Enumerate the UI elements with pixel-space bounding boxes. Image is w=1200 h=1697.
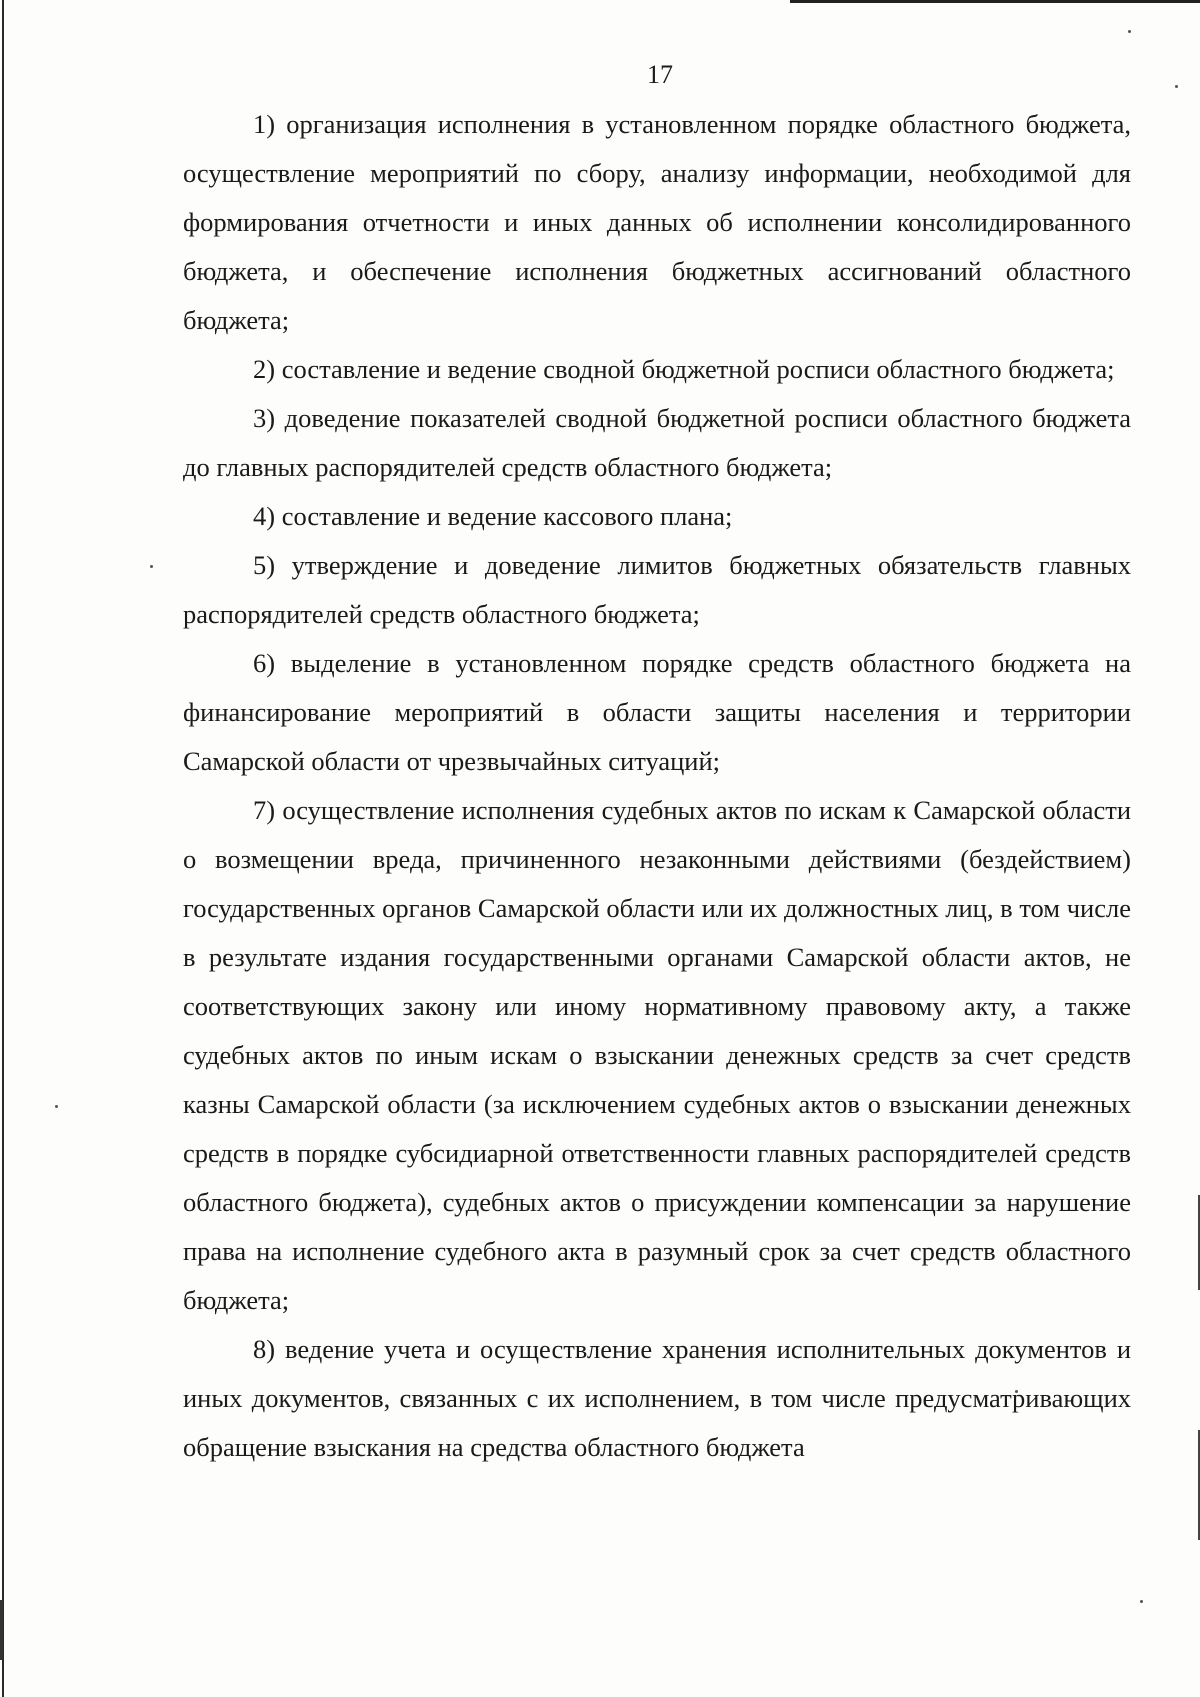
scan-border-left bbox=[2, 0, 4, 1697]
paragraph-4 bbox=[183, 492, 1131, 541]
paragraph-number: 3) bbox=[253, 403, 276, 433]
scan-speck bbox=[150, 565, 153, 568]
scan-mark bbox=[0, 1600, 3, 1660]
paragraph-7 bbox=[183, 786, 1131, 1325]
paragraph-number: 8) bbox=[253, 1334, 276, 1364]
paragraph-text: осуществление исполнения судебных актов по искам к Самарской области о возмещении вреда, причиненного незаконными действиями (бездействием) государственных органов Самарской области или их должностных лиц, в том числе в результате издания государственными органами Самарской области актов, не соответствующих закону или иному нормативному правовому акту, а также судебных актов по иным искам о взыскании денежных средств за счет средств казны Самарской области (за исключением судебных актов о взыскании денежных средств в порядке субсидиарной ответственности главных распорядителей средств областного бюджета), судебных актов о присуждении компенсации за нарушение права на исполнение судебного акта в разумный срок за счет средств областного бюджета; bbox=[183, 795, 1131, 1315]
paragraph-number: 1) bbox=[253, 109, 276, 139]
paragraph-number: 4) bbox=[253, 501, 276, 531]
paragraph-2 bbox=[183, 345, 1131, 394]
document-body bbox=[183, 100, 1131, 1472]
paragraph-1 bbox=[183, 100, 1131, 345]
paragraph-text: выделение в установленном порядке средств областного бюджета на финансирование мероприятий в области защиты населения и территории Самарской области от чрезвычайных ситуаций; bbox=[183, 648, 1131, 776]
scan-border-top bbox=[790, 0, 1200, 3]
scan-speck bbox=[1128, 30, 1131, 33]
page-number: 17 bbox=[647, 60, 673, 89]
scan-speck bbox=[1140, 1600, 1143, 1603]
paragraph-number: 2) bbox=[253, 354, 276, 384]
paragraph-8 bbox=[183, 1325, 1131, 1472]
paragraph-text: доведение показателей сводной бюджетной росписи областного бюджета до главных распорядителей средств областного бюджета; bbox=[183, 403, 1132, 482]
paragraph-6 bbox=[183, 639, 1131, 786]
paragraph-text: составление и ведение кассового плана; bbox=[281, 501, 733, 531]
paragraph-3 bbox=[183, 394, 1131, 492]
paragraph-text: организация исполнения в установленном порядке областного бюджета, осуществление мероприятий по сбору, анализу информации, необходимой для формирования отчетности и иных данных об исполнении консолидированного бюджета, и обеспечение исполнения бюджетных ассигнований областного бюджета; bbox=[183, 109, 1131, 335]
paragraph-text: утверждение и доведение лимитов бюджетных обязательств главных распорядителей средств областного бюджета; bbox=[183, 550, 1131, 629]
paragraph-number: 6) bbox=[253, 648, 276, 678]
paragraph-number: 5) bbox=[253, 550, 276, 580]
scan-speck bbox=[55, 1105, 58, 1108]
paragraph-5 bbox=[183, 541, 1131, 639]
paragraph-text: ведение учета и осуществление хранения исполнительных документов и иных документов, связанных с их исполнением, в том числе предусматривающих обращение взыскания на средства областного бюджета bbox=[183, 1334, 1131, 1462]
paragraph-text: составление и ведение сводной бюджетной росписи областного бюджета; bbox=[281, 354, 1115, 384]
paragraph-number: 7) bbox=[253, 795, 276, 825]
